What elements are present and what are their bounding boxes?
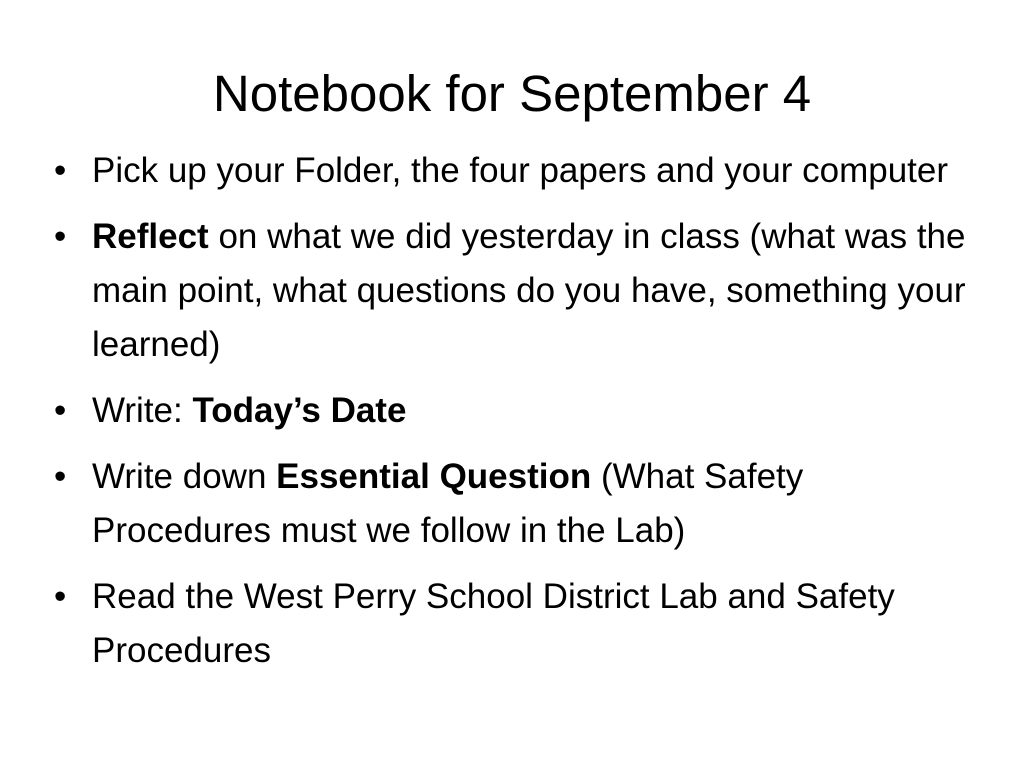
item-text-bold: Reflect <box>92 217 209 256</box>
bullet-marker: • <box>54 391 67 430</box>
bullet-marker: • <box>54 217 67 256</box>
item-text: (What Safety Procedures must we follow in the Lab) <box>92 457 804 550</box>
item-text: Pick up your Folder, the four papers and your computer <box>92 151 949 190</box>
bullet-item <box>50 384 990 438</box>
item-text: Write down <box>92 457 277 496</box>
item-text-bold: Essential Question <box>276 457 592 496</box>
bullet-item <box>50 144 990 198</box>
slide-title: Notebook for September 4 <box>212 65 812 122</box>
bullet-item <box>50 450 990 558</box>
bullet-list <box>50 144 990 690</box>
item-text: Write: <box>92 391 193 430</box>
item-text: on what we did yesterday in class (what was the main point, what questions do you have, something your learned) <box>92 217 966 364</box>
item-text: Read the West Perry School District Lab and Safety Procedures <box>92 577 895 670</box>
bullet-marker: • <box>54 151 67 190</box>
bullet-marker: • <box>54 457 67 496</box>
bullet-item <box>50 570 990 678</box>
bullet-item <box>50 210 990 372</box>
bullet-marker: • <box>54 577 67 616</box>
item-text-bold: Today’s Date <box>192 391 407 430</box>
